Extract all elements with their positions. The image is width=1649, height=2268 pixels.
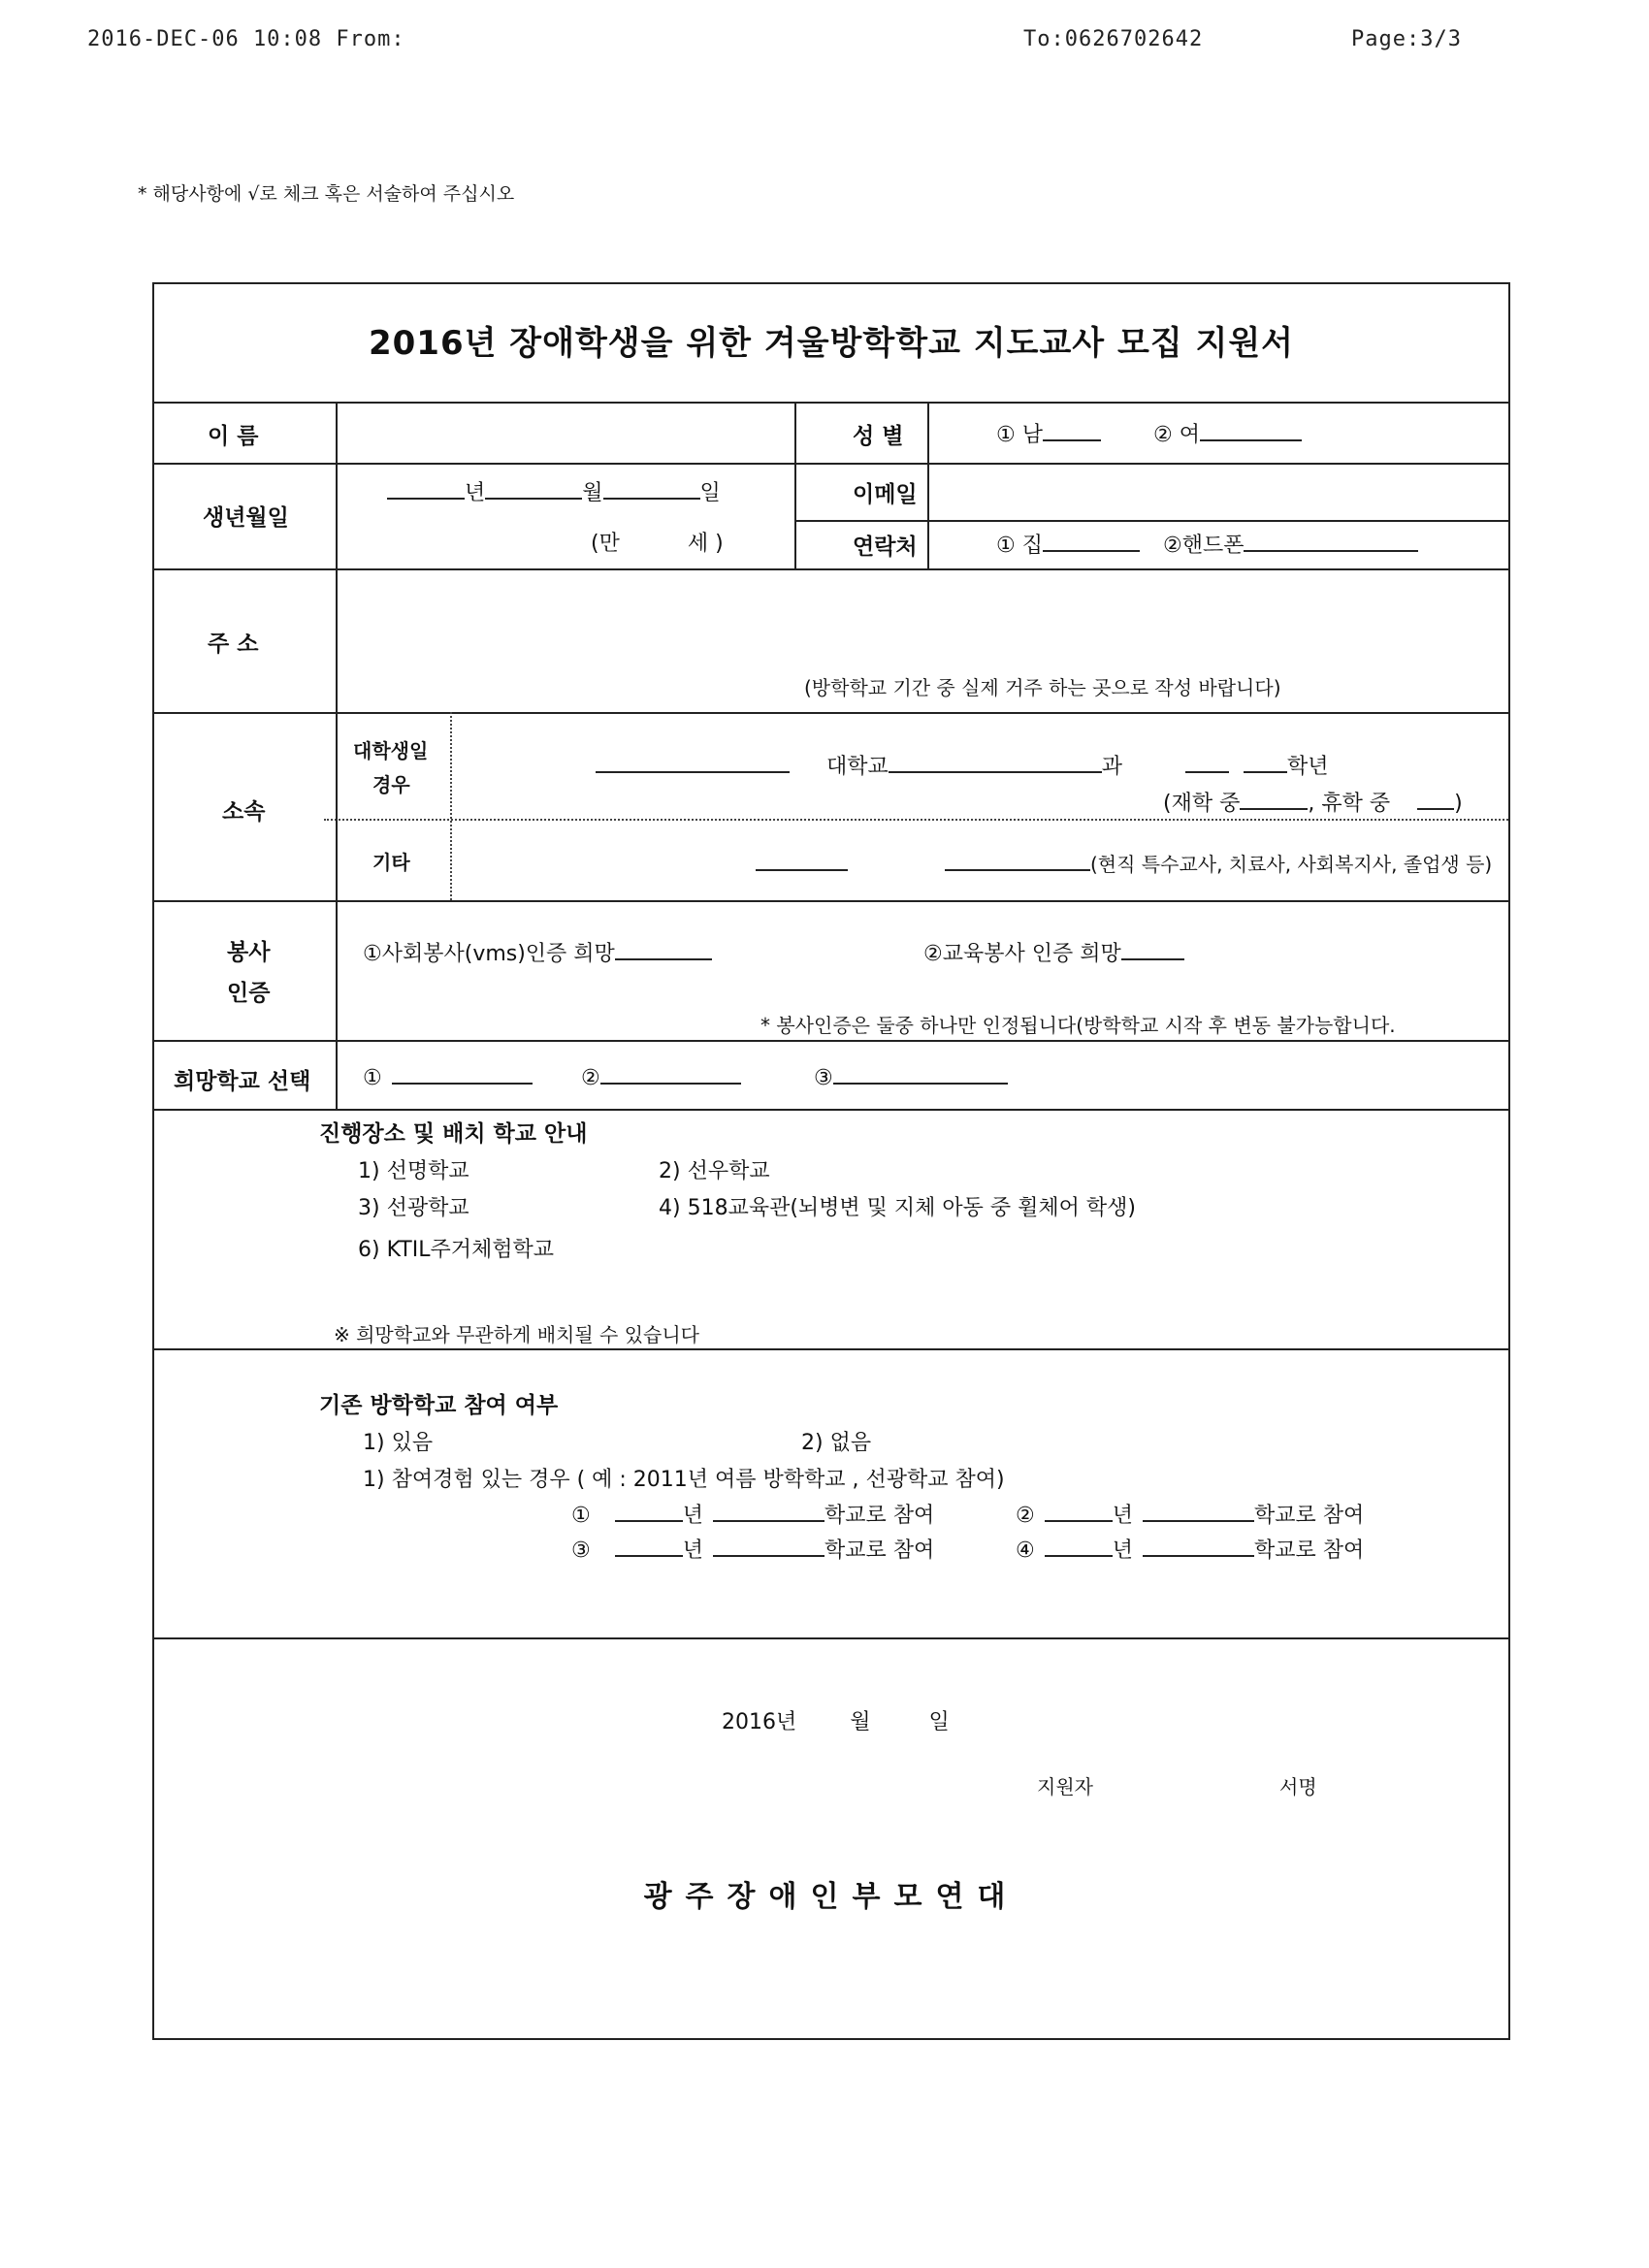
gender-male-option[interactable]: ① 남 (996, 418, 1101, 448)
row-divider (324, 819, 1508, 821)
column-divider (794, 402, 796, 568)
prior-no-option[interactable]: 2) 없음 (801, 1431, 872, 1455)
other-label: 기타 (372, 851, 410, 874)
birth-label: 생년월일 (203, 505, 289, 531)
row-divider (794, 520, 1508, 522)
column-divider (450, 712, 452, 900)
contact-home-field[interactable]: ① 집 (996, 529, 1140, 559)
service-option-social[interactable]: ①사회봉사(vms)인증 희망 (363, 937, 712, 967)
address-note: (방학학교 기간 중 실제 거주 하는 곳으로 작성 바랍니다) (804, 676, 1281, 699)
row-divider (154, 1637, 1508, 1639)
age-field[interactable]: (만 세 ) (591, 532, 724, 556)
row-divider (154, 463, 1508, 465)
affiliation-label: 소속 (222, 799, 266, 825)
fax-header-recipient: To:0626702642 (1023, 27, 1204, 51)
service-note: * 봉사인증은 둘중 하나만 인정됩니다(방학학교 시작 후 변동 불가능합니다. (760, 1014, 1396, 1037)
venue-item: 1) 선명학교 (358, 1159, 469, 1183)
prior-entry[interactable]: ① 년 학교로 참여 (571, 1499, 934, 1529)
row-divider (154, 900, 1508, 902)
application-form (152, 282, 1510, 2040)
date-line[interactable]: 2016년 월 일 (722, 1710, 950, 1734)
form-title: 2016년 장애학생을 위한 겨울방학학교 지도교사 모집 지원서 (368, 324, 1295, 363)
venue-item: 4) 518교육관(뇌병변 및 지체 아동 중 휠체어 학생) (659, 1196, 1136, 1220)
column-divider (927, 402, 929, 568)
birth-date-field[interactable]: 년 월 일 (387, 476, 721, 506)
university-field[interactable]: 대학교 과 학년 (596, 750, 1329, 780)
school-choice-label: 희망학교 선택 (174, 1069, 311, 1094)
organization-name: 광주장애인부모연대 (643, 1880, 1019, 1914)
instruction-note: * 해당사항에 √로 체크 혹은 서술하여 주십시오 (138, 183, 515, 205)
prior-yes-option[interactable]: 1) 있음 (363, 1431, 434, 1455)
row-divider (154, 1040, 1508, 1042)
other-field[interactable]: (현직 특수교사, 치료사, 사회복지사, 졸업생 등) (756, 849, 1492, 877)
school-choice-1[interactable]: ① (363, 1063, 533, 1090)
venue-item: 6) KTIL주거체험학교 (358, 1238, 554, 1262)
email-label: 이메일 (853, 482, 918, 507)
row-divider (154, 1348, 1508, 1350)
prior-entry[interactable]: ③ 년 학교로 참여 (571, 1534, 934, 1564)
row-divider (154, 568, 1508, 570)
address-label: 주 소 (208, 632, 259, 657)
signature-field[interactable]: 서명 (1279, 1775, 1317, 1798)
enrollment-status-field[interactable]: (재학 중 , 휴학 중 ) (1163, 787, 1463, 817)
gender-label: 성 별 (853, 424, 904, 449)
venue-item: 2) 선우학교 (659, 1159, 770, 1183)
gender-female-option[interactable]: ② 여 (1153, 418, 1302, 448)
contact-label: 연락처 (853, 535, 918, 560)
university-label-case: 경우 (372, 773, 410, 796)
school-choice-3[interactable]: ③ (814, 1063, 1008, 1090)
venues-note: ※ 희망학교와 무관하게 배치될 수 있습니다 (334, 1323, 699, 1346)
service-option-education[interactable]: ②교육봉사 인증 희망 (923, 937, 1184, 967)
school-choice-2[interactable]: ② (581, 1063, 741, 1090)
applicant-label: 지원자 (1037, 1775, 1093, 1798)
row-divider (154, 402, 1508, 404)
service-label: 봉사 (227, 940, 271, 965)
venue-item: 3) 선광학교 (358, 1196, 469, 1220)
row-divider (154, 1109, 1508, 1111)
service-label-cert: 인증 (227, 981, 271, 1006)
contact-mobile-field[interactable]: ②핸드폰 (1163, 529, 1418, 559)
university-label: 대학생일 (353, 739, 429, 762)
prior-entry[interactable]: ② 년 학교로 참여 (1016, 1499, 1364, 1529)
name-label: 이 름 (208, 424, 259, 449)
column-divider (336, 402, 338, 1109)
prior-detail: 1) 참여경험 있는 경우 ( 예 : 2011년 여름 방학학교 , 선광학교 참여) (363, 1468, 1005, 1492)
row-divider (154, 712, 1508, 714)
prior-entry[interactable]: ④ 년 학교로 참여 (1016, 1534, 1364, 1564)
fax-header-left: 2016-DEC-06 10:08 From: (87, 27, 405, 51)
venues-heading: 진행장소 및 배치 학교 안내 (319, 1121, 588, 1147)
prior-heading: 기존 방학학교 참여 여부 (319, 1393, 559, 1418)
fax-header-page: Page:3/3 (1351, 27, 1462, 51)
